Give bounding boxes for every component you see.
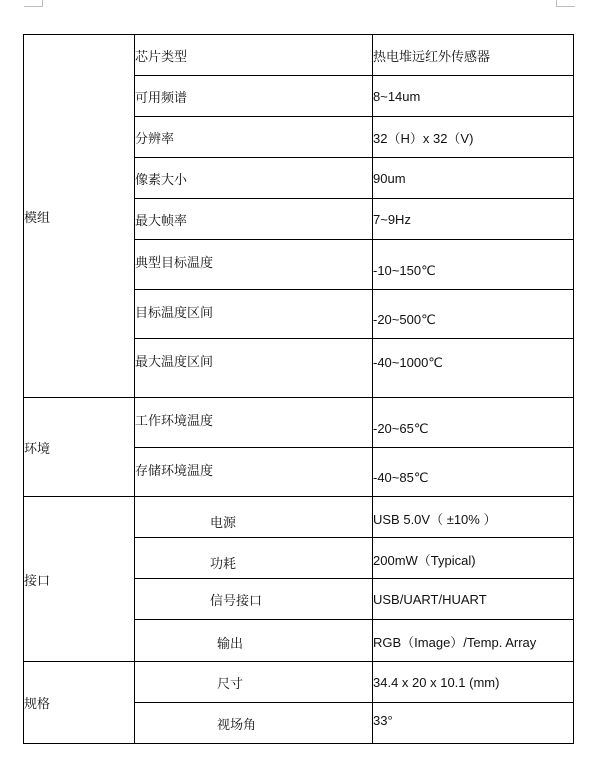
param-cell: 功耗	[135, 538, 373, 579]
value-cell: USB 5.0V（ ±10% ）	[373, 497, 574, 538]
value-cell: 热电堆远红外传感器	[373, 35, 574, 76]
param-cell: 芯片类型	[135, 35, 373, 76]
category-cell: 规格	[24, 662, 135, 744]
value-cell: RGB（Image）/Temp. Array	[373, 620, 574, 662]
table-row	[24, 662, 574, 703]
value-cell: 8~14um	[373, 76, 574, 117]
param-cell: 视场角	[135, 703, 373, 744]
param-cell: 最大温度区间	[135, 339, 373, 398]
value-cell: -20~65℃	[373, 398, 574, 448]
param-cell: 可用频谱	[135, 76, 373, 117]
value-cell: 34.4 x 20 x 10.1 (mm)	[373, 662, 574, 703]
param-cell: 典型目标温度	[135, 240, 373, 290]
category-cell: 环境	[24, 398, 135, 497]
value-cell: 200mW（Typical)	[373, 538, 574, 579]
param-cell: 分辨率	[135, 117, 373, 158]
param-cell: 电源	[135, 497, 373, 538]
param-cell: 像素大小	[135, 158, 373, 199]
param-cell: 目标温度区间	[135, 290, 373, 339]
value-cell: -40~1000℃	[373, 339, 574, 398]
spec-table	[23, 34, 574, 744]
param-cell: 信号接口	[135, 579, 373, 620]
value-cell: -20~500℃	[373, 290, 574, 339]
value-cell: USB/UART/HUART	[373, 579, 574, 620]
param-cell: 尺寸	[135, 662, 373, 703]
category-cell: 模组	[24, 35, 135, 398]
table-row	[24, 497, 574, 538]
value-cell: -40~85℃	[373, 448, 574, 497]
table-row	[24, 35, 574, 76]
param-cell: 输出	[135, 620, 373, 662]
value-cell: -10~150℃	[373, 240, 574, 290]
value-cell: 32（H）x 32（V)	[373, 117, 574, 158]
table-row	[24, 398, 574, 448]
page-corner-mark-right	[556, 0, 575, 7]
param-cell: 存储环境温度	[135, 448, 373, 497]
param-cell: 最大帧率	[135, 199, 373, 240]
category-cell: 接口	[24, 497, 135, 662]
value-cell: 7~9Hz	[373, 199, 574, 240]
value-cell: 90um	[373, 158, 574, 199]
value-cell: 33°	[373, 703, 574, 744]
param-cell: 工作环境温度	[135, 398, 373, 448]
page-corner-mark-left	[24, 0, 43, 7]
